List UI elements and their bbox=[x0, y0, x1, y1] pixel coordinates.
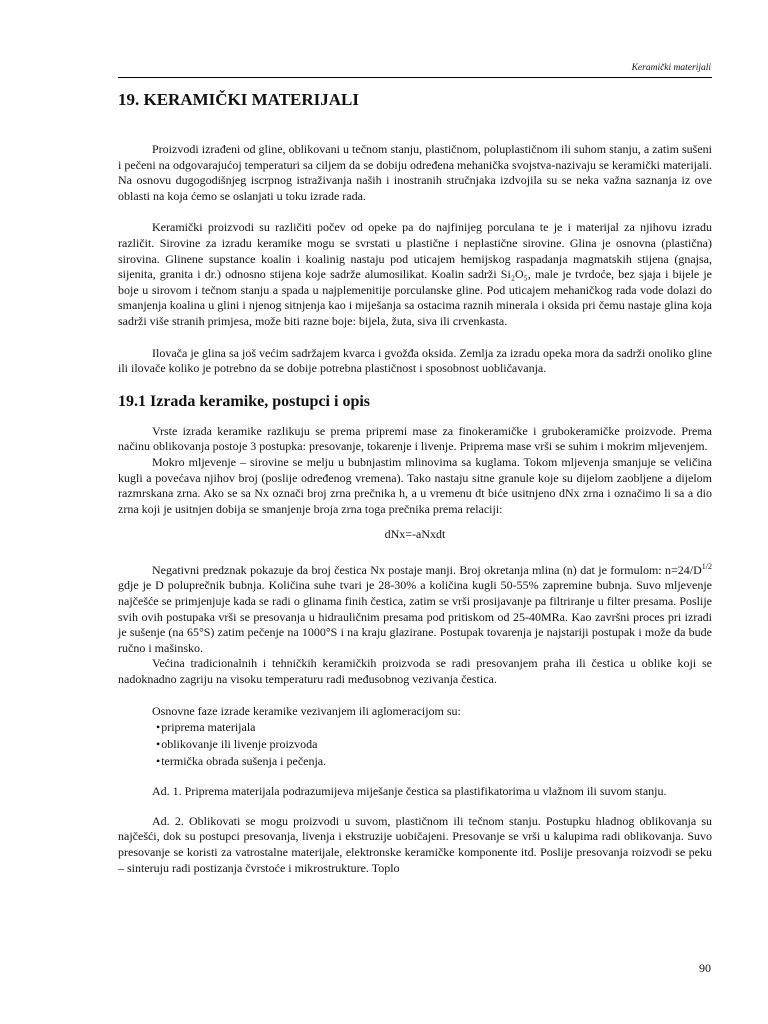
formula: dNx=-aNxdt bbox=[384, 527, 446, 542]
phases-list bbox=[118, 719, 712, 770]
page-content bbox=[118, 89, 712, 876]
paragraph-formula bbox=[118, 559, 712, 657]
paragraph-formula-part-a: Negativni predznak pokazuje da broj čestica Nx postaje manji. Broj okretanja mlina (n) dat je formulom: n=24/D bbox=[152, 562, 702, 577]
paragraph-section-2: Mokro mljevenje – sirovine se melju u bubnjastim mlinovima sa kuglama. Tokom mljevenja smanjuje se veličina kugli a povećava njihov broj (poslije određenog vremena). Tako nastaju sitne granule koje su dijelom zaobljene a dijelom razmrskana zrna. Ako se sa Nx označi broj zrna prečnika h, a u vremenu dt biće usitnjeno dNx zrna i označimo li sa a dio zrna koji je usitnjen dobija se smanjenje broja zrna toga prečnika prema relaciji: bbox=[118, 454, 712, 516]
page-number: 90 bbox=[699, 961, 711, 975]
formula-exponent: 1/2 bbox=[701, 561, 712, 571]
paragraph-intro-1: Proizvodi izrađeni od gline, oblikovani u tečnom stanju, plastičnom, poluplastičnom ili suhom stanju, a zatim sušeni i pečeni na odgovarajućoj temperaturi sa ciljem da se dobiju određena mehanička svojstva-nazivaju se keramički materijali. Na osnovu dugogodišnjeg iscrpnog istraživanja naših i inostranih stručnjaka izdvojila su se neka važna saznanja iz ove oblasti na koja ćemo se oslanjati u toku izrade rada. bbox=[118, 142, 712, 203]
chapter-title: 19. KERAMIČKI MATERIJALI bbox=[118, 90, 360, 109]
header-rule bbox=[118, 77, 712, 78]
paragraph-ad2: Ad. 2. Oblikovati se mogu proizvodi u suvom, plastičnom ili tečnom stanju. Postupku hladnog oblikovanja su najčešći, dok su postupci presovanja, livenja i ekstruzije uobičajeni. Presovanje se vrši u kalupima radi oblikovanja. Suvo presovanje se koristi za vatrostalne materijale, elektronske keramičke komponente itd. Poslije presovanja roizvodi se peku – sinteruju radi postizanja čvrstoće i mikrostrukture. Toplo bbox=[118, 813, 712, 875]
paragraph-formula-part-b: gdje je D poluprečnik bubnja. Količina suhe tvari je 28-30% a količina kugli 50-55% zapremine bubnja. Suvo mljevenje najčešće se primjenjuje kada se radi o glinama finih čestica, zatim se vrši prosijavanje pa filtriranje u filter presama. Poslije svih ovih postupaka vrši se presovanja u hidrauličnim presama pod pritiskom od 25-40MRa. Kao završni proces pri izradi je sušenje (na 65°S) zatim pečenje na 1000°S i na kraju glazirane. Postupak tovarenja je najstariji postupak i može da bude ručno i mašinsko. bbox=[118, 578, 712, 655]
paragraph-section-1: Vrste izrada keramike razlikuju se prema pripremi mase za finokeramičke i grubokeramičke proizvode. Prema načinu oblikovanja postoje 3 postupka: presovanje, tokarenje i livenje. Priprema mase vrši se suhim i mokrim mljevenjem. bbox=[118, 423, 712, 454]
paragraph-ad1: Ad. 1. Priprema materijala podrazumijeva miješanje čestica sa plastifikatorima u vlažnom ili suvom stanju. bbox=[152, 784, 667, 799]
list-item: • priprema materijala bbox=[156, 719, 712, 736]
paragraph-tradicionalni: Većina tradicionalnih i tehničkih keramičkih proizvoda se radi presovanjem praha ili čestica u oblike koji se nadoknadno zagriju na visoku temperaturu radi međusobnog vezivanja čestica. bbox=[118, 656, 712, 687]
section-title: 19.1 Izrada keramike, postupci i opis bbox=[118, 392, 371, 410]
phases-intro: Osnovne faze izrade keramike vezivanjem ili aglomeracijom su: bbox=[152, 703, 461, 718]
paragraph-intro-2: Keramički proizvodi su različiti počev od opeke pa do najfinijeg porculana te je i materijal za njihovu izradu različit. Sirovine za izradu keramike mogu se svrstati u plastične i neplastične sirovine. Glina je osnovna (plastična) sirovina. Glinene supstance koalin i koalinig nastaju pod uticajem hemijskog raspadanja magmatskih stijena (gnajsa, sijenita, granita i dr.) odnosno stijena koje sadrže alumosilikat. Koalin sadrži Si₂O₅, male je tvrdoće, bez sjaja i bijele je boje u sirovom i tečnom stanju a spada u najplemenitije porculanske gline. Pod uticajem mehaničkog rada vode dolazi do smanjenja koalina u glini i njenog sitnjenja kao i miješanja sa ostacima raznih minerala i oksida pri čemu nastaje glina koja sadrži više stranih primjesa, može biti razne boje: bijela, žuta, siva ili crvenkasta. bbox=[118, 220, 712, 328]
list-item: • oblikovanje ili livenje proizvoda bbox=[156, 736, 712, 753]
running-header: Keramički materijali bbox=[631, 63, 711, 73]
paragraph-intro-3: Ilovača je glina sa još većim sadržajem kvarca i gvožđa oksida. Zemlja za izradu opeka mora da sadrži onoliko gline ili ilovače koliko je potrebno da se dobije potrebna plastičnost i sposobnost uobličavanja. bbox=[118, 345, 712, 376]
list-item: • termička obrada sušenja i pečenja. bbox=[156, 753, 712, 770]
